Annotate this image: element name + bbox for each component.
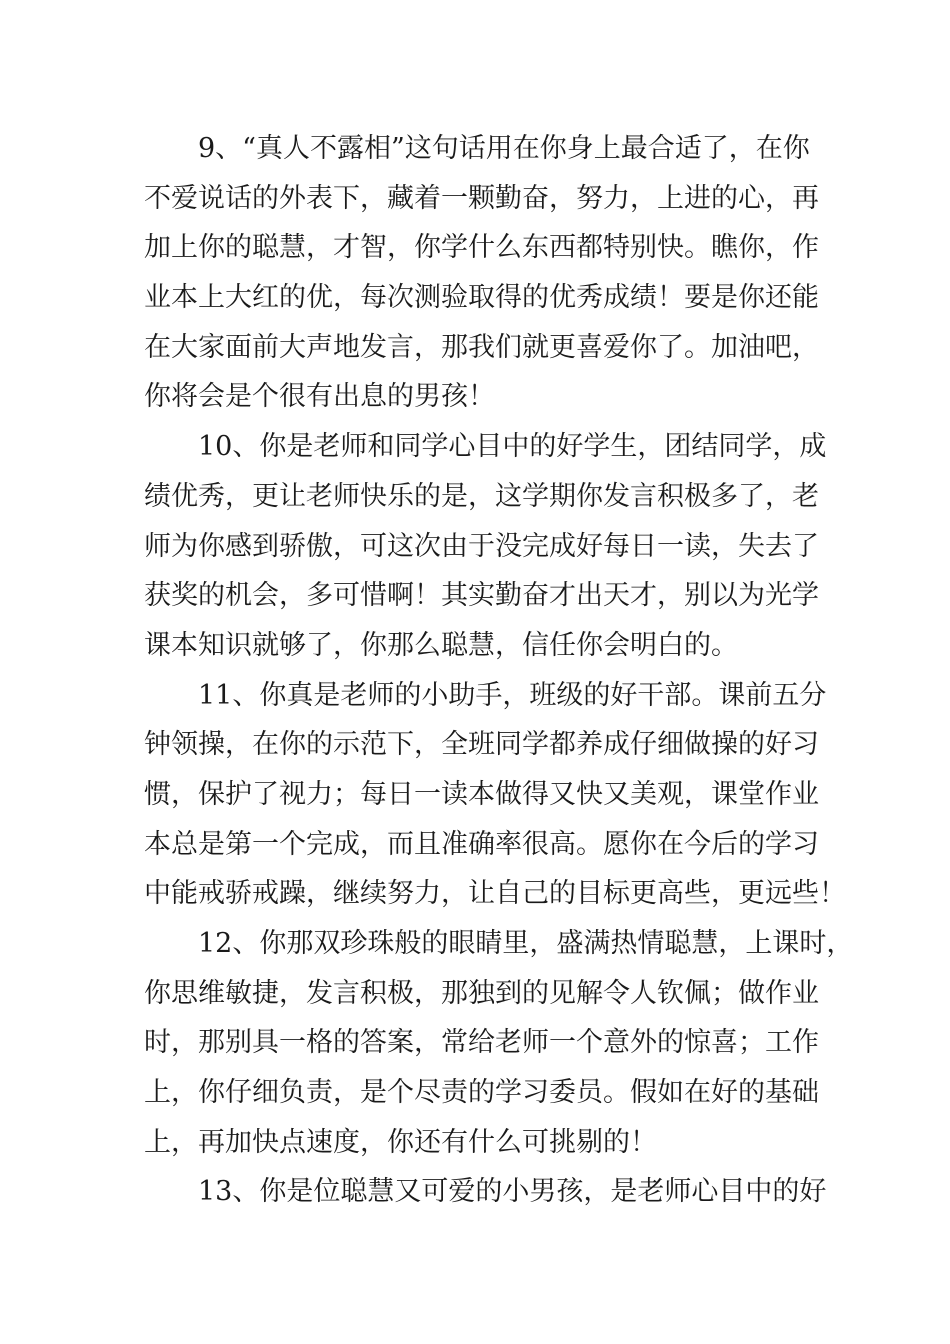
text-line: 上，你仔细负责，是个尽责的学习委员。假如在好的基础 (144, 1077, 819, 1109)
text-line: 不爱说话的外表下，藏着一颗勤奋，努力，上进的心，再 (144, 182, 819, 214)
paragraph-10 (144, 422, 827, 670)
text-line: 你思维敏捷，发言积极，那独到的见解令人钦佩；做作业 (144, 977, 819, 1009)
paragraph-11 (144, 671, 846, 919)
text-line: 本总是第一个完成，而且准确率很高。愿你在今后的学习 (144, 828, 819, 860)
document-body (144, 124, 854, 1217)
text-line: 钟领操，在你的示范下，全班同学都养成仔细做操的好习 (144, 729, 819, 761)
text-line: 在大家面前大声地发言，那我们就更喜爱你了。加油吧， (144, 331, 819, 363)
paragraph-9 (144, 124, 824, 422)
text-line: 师为你感到骄傲，可这次由于没完成好每日一读，失去了 (144, 530, 819, 562)
text-line: 12、你那双珍珠般的眼睛里，盛满热情聪慧，上课时， (198, 928, 854, 959)
text-line: 13、你是位聪慧又可爱的小男孩，是老师心目中的好 (198, 1176, 827, 1208)
text-line: 中能戒骄戒躁，继续努力，让自己的目标更高些，更远些！ (144, 878, 846, 910)
text-line: 11、你真是老师的小助手，班级的好干部。课前五分 (198, 679, 827, 711)
text-line: 课本知识就够了，你那么聪慧，信任你会明白的。 (144, 629, 738, 661)
text-line: 时，那别具一格的答案，常给老师一个意外的惊喜；工作 (144, 1027, 819, 1059)
paragraph-13 (144, 1167, 827, 1217)
text-line: 9、“真人不露相”这句话用在你身上最合适了，在你 (198, 133, 810, 164)
paragraph-12 (144, 919, 854, 1167)
text-line: 10、你是老师和同学心目中的好学生，团结同学，成 (198, 431, 827, 463)
text-line: 获奖的机会，多可惜啊！其实勤奋才出天才，别以为光学 (144, 580, 819, 612)
text-line: 业本上大红的优，每次测验取得的优秀成绩！要是你还能 (144, 282, 819, 314)
text-line: 你将会是个很有出息的男孩！ (144, 381, 495, 413)
text-line: 加上你的聪慧，才智，你学什么东西都特别快。瞧你，作 (144, 232, 819, 264)
text-line: 上，再加快点速度，你还有什么可挑剔的！ (144, 1126, 657, 1158)
text-line: 惯，保护了视力；每日一读本做得又快又美观，课堂作业 (144, 778, 819, 810)
text-line: 绩优秀，更让老师快乐的是，这学期你发言积极多了，老 (144, 480, 819, 512)
